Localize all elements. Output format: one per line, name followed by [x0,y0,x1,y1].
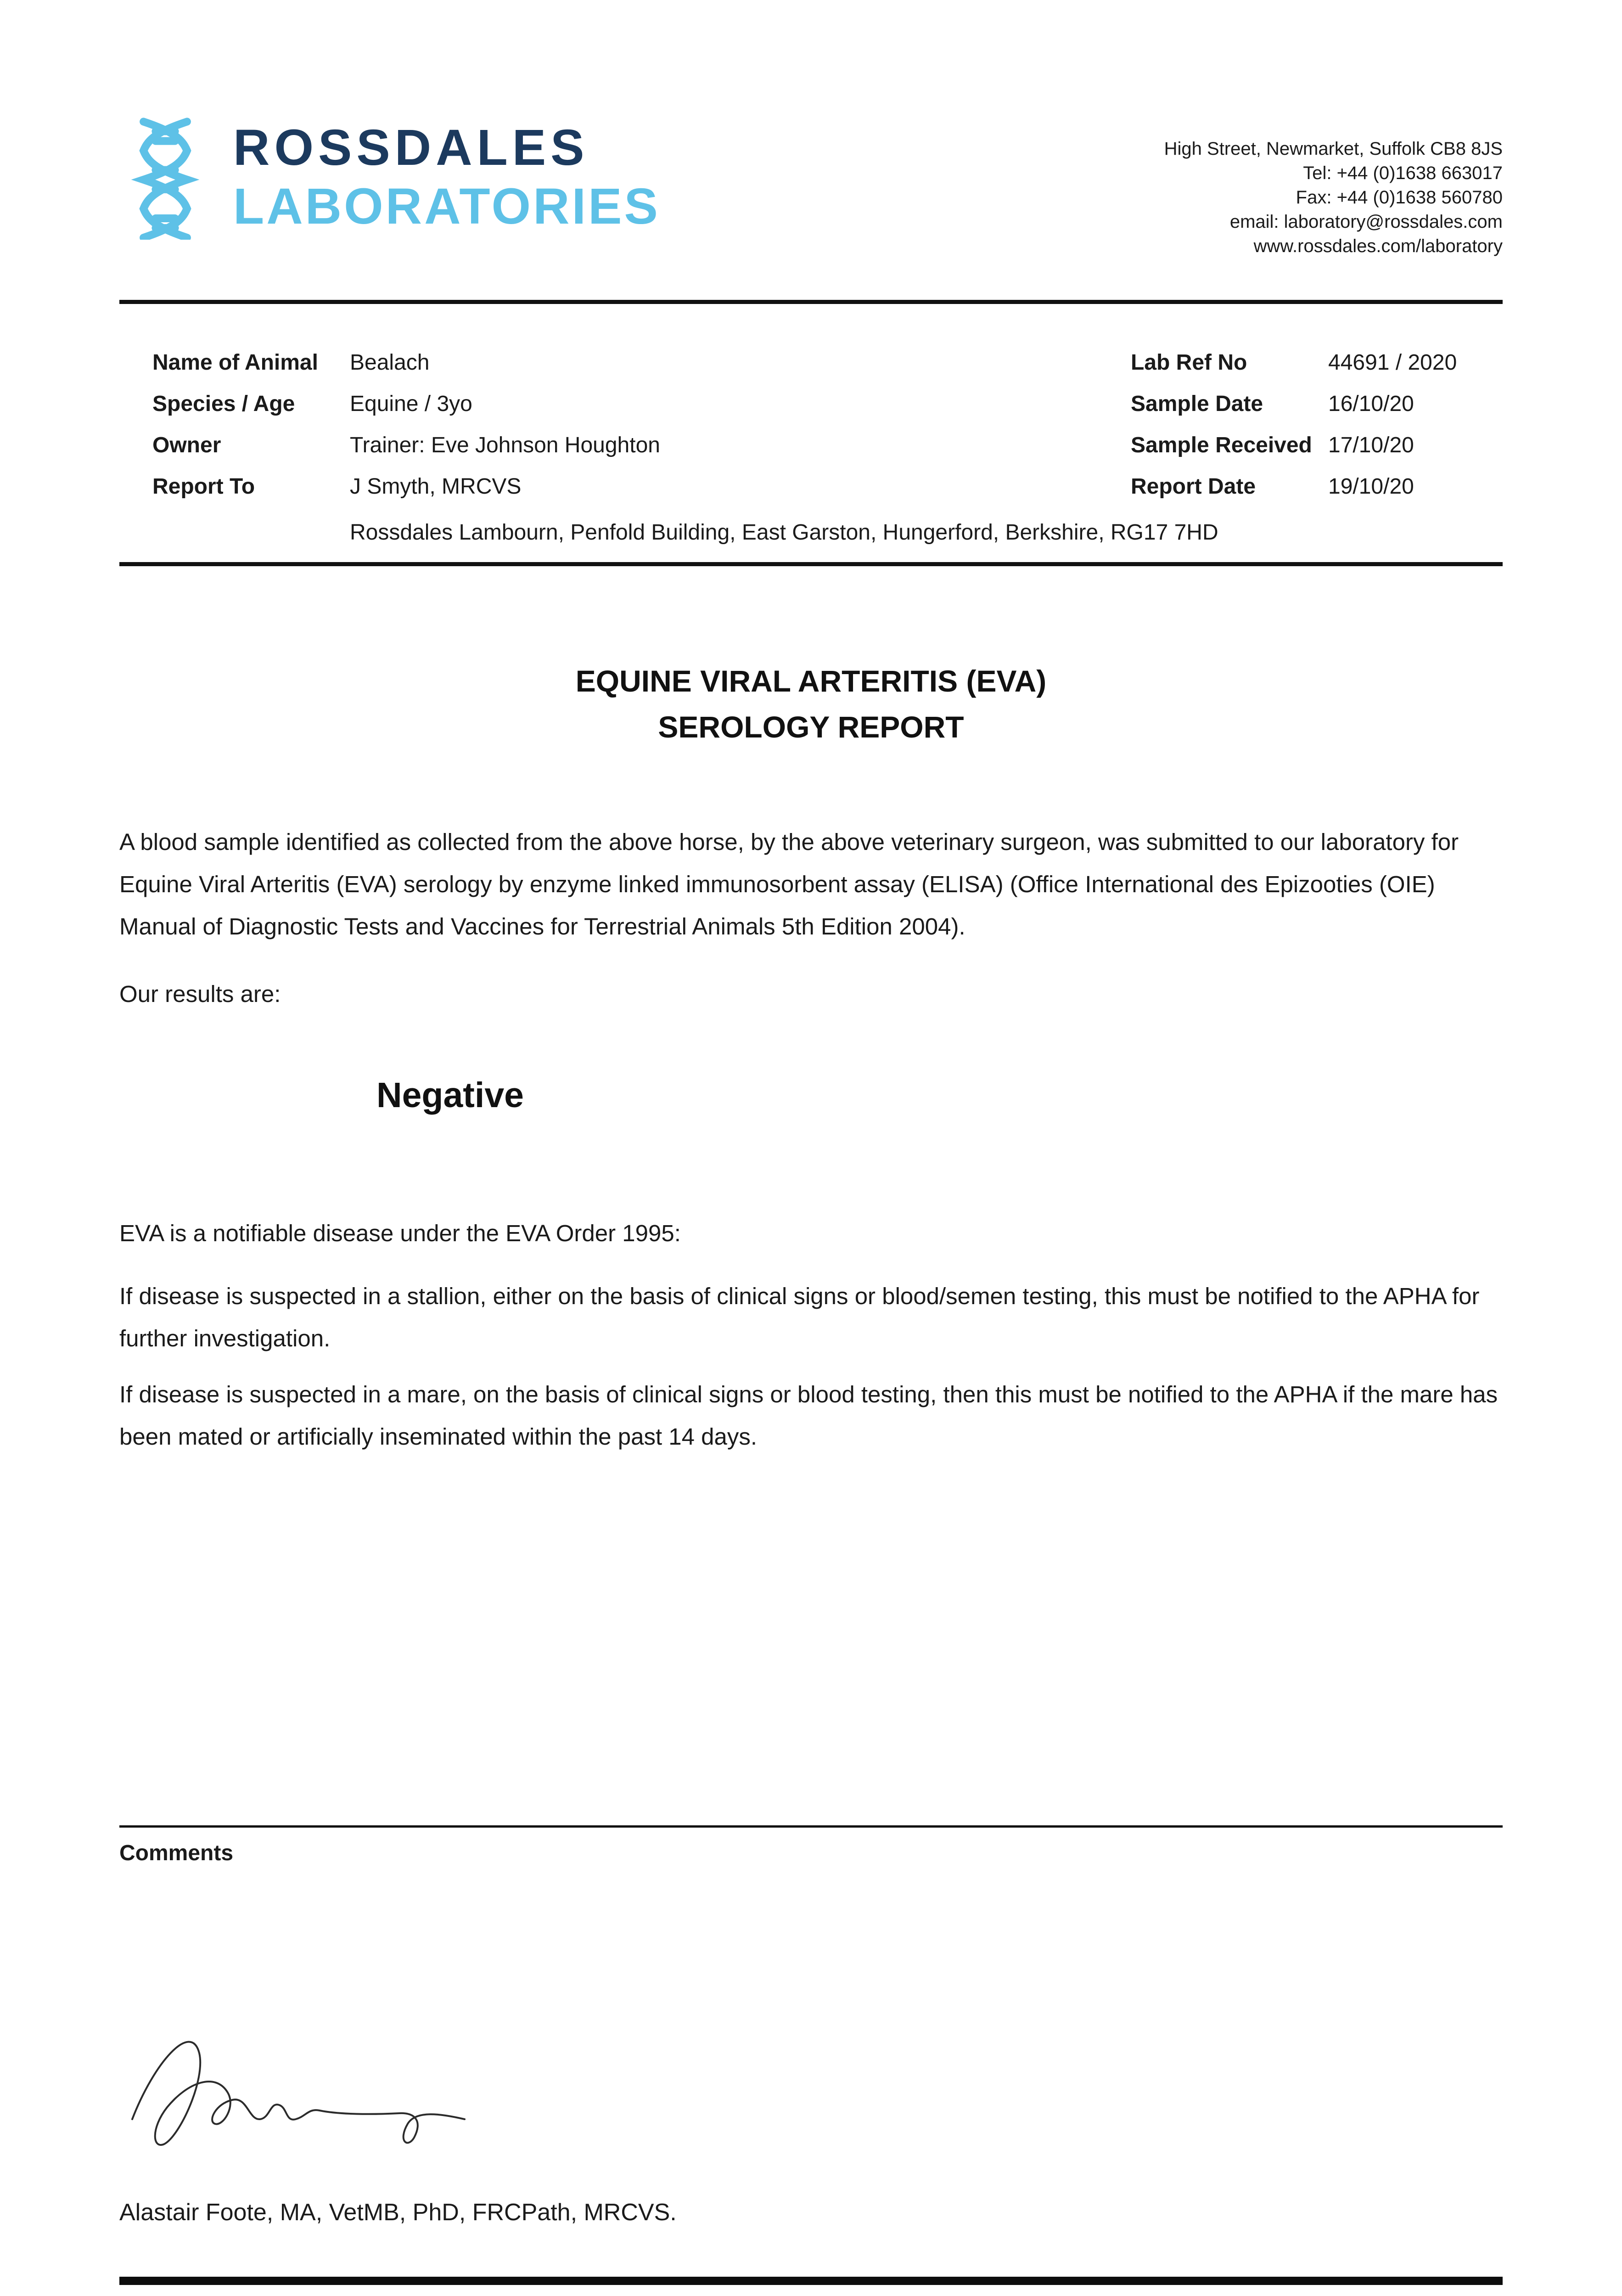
signatory-name: Alastair Foote, MA, VetMB, PhD, FRCPath, MRCVS. [119,2199,677,2226]
results-label: Our results are: [119,981,281,1007]
stallion-paragraph: If disease is suspected in a stallion, either on the basis of clinical signs or blood/semen testing, this must be notified to the APHA for further investigation. [119,1283,1480,1351]
info-row-owner [152,433,1131,458]
sample-info-right [1131,350,1489,515]
signature-image [124,2003,1503,2155]
logo-wordmark-laboratories: LABORATORIES [233,178,660,235]
info-label: Species / Age [152,392,295,416]
info-row-sample-date [1131,391,1489,417]
logo-wordmark-rossdales: ROSSDALES [233,119,589,176]
footer-rule [119,2277,1503,2285]
info-label: Lab Ref No [1131,350,1247,375]
info-row-report-to [152,474,1131,500]
info-row-sample-received [1131,433,1489,458]
info-label: Sample Date [1131,392,1263,416]
info-row-name-of-animal [152,350,1131,376]
info-label: Owner [152,433,221,457]
mare-paragraph: If disease is suspected in a mare, on the basis of clinical signs or blood testing, then this must be notified to the APHA if the mare has been mated or artificially inseminated within the past 14 days. [119,1381,1498,1450]
info-value: Equine / 3yo [350,392,472,416]
header [119,0,1503,259]
sample-info [119,350,1503,515]
info-value: J Smyth, MRCVS [350,474,522,499]
contact-web: www.rossdales.com/laboratory [1253,236,1503,256]
contact-fax: Fax: +44 (0)1638 560780 [1296,187,1503,208]
report-title [119,658,1503,750]
header-divider [119,300,1503,304]
info-label: Report To [152,474,255,499]
info-value: 17/10/20 [1328,433,1414,457]
intro-paragraph: A blood sample identified as collected from the above horse, by the above veterinary surgeon, was submitted to our laboratory for Equine Viral Arteritis (EVA) serology by enzyme linked immunosorbent assay (ELISA) (Office International des Epizooties (OIE) Manual of Diagnostic Tests and Vaccines for Terrestrial Animals 5th Edition 2004). [119,829,1459,940]
report-to-address: Rossdales Lambourn, Penfold Building, East Garston, Hungerford, Berkshire, RG17 7HD [350,520,1218,545]
logo-wordmark [233,118,660,236]
logo [119,115,660,240]
comments-label: Comments [119,1841,234,1865]
info-value: Trainer: Eve Johnson Houghton [350,433,660,457]
contact-email: email: laboratory@rossdales.com [1229,212,1503,232]
contact-tel: Tel: +44 (0)1638 663017 [1303,163,1503,183]
notifiable-paragraph: EVA is a notifiable disease under the EVA Order 1995: [119,1220,681,1246]
info-label: Sample Received [1131,433,1312,457]
comments-section [119,1825,1503,2226]
info-value: 16/10/20 [1328,392,1414,416]
contact-address: High Street, Newmarket, Suffolk CB8 8JS [1164,139,1503,159]
info-label: Report Date [1131,474,1256,499]
comments-divider [119,1825,1503,1828]
info-divider [119,562,1503,566]
info-value: 44691 / 2020 [1328,350,1457,375]
report-title-line1: EQUINE VIRAL ARTERITIS (EVA) [575,664,1047,698]
contact-info [1164,115,1503,259]
info-row-report-date [1131,474,1489,500]
report-title-line2: SEROLOGY REPORT [658,710,964,744]
info-value: Bealach [350,350,430,375]
result-value: Negative [376,1075,524,1115]
info-row-lab-ref [1131,350,1489,376]
dna-helix-icon [119,115,211,240]
info-row-species-age [152,391,1131,417]
info-value: 19/10/20 [1328,474,1414,499]
sample-info-left [152,350,1131,515]
info-label: Name of Animal [152,350,318,375]
